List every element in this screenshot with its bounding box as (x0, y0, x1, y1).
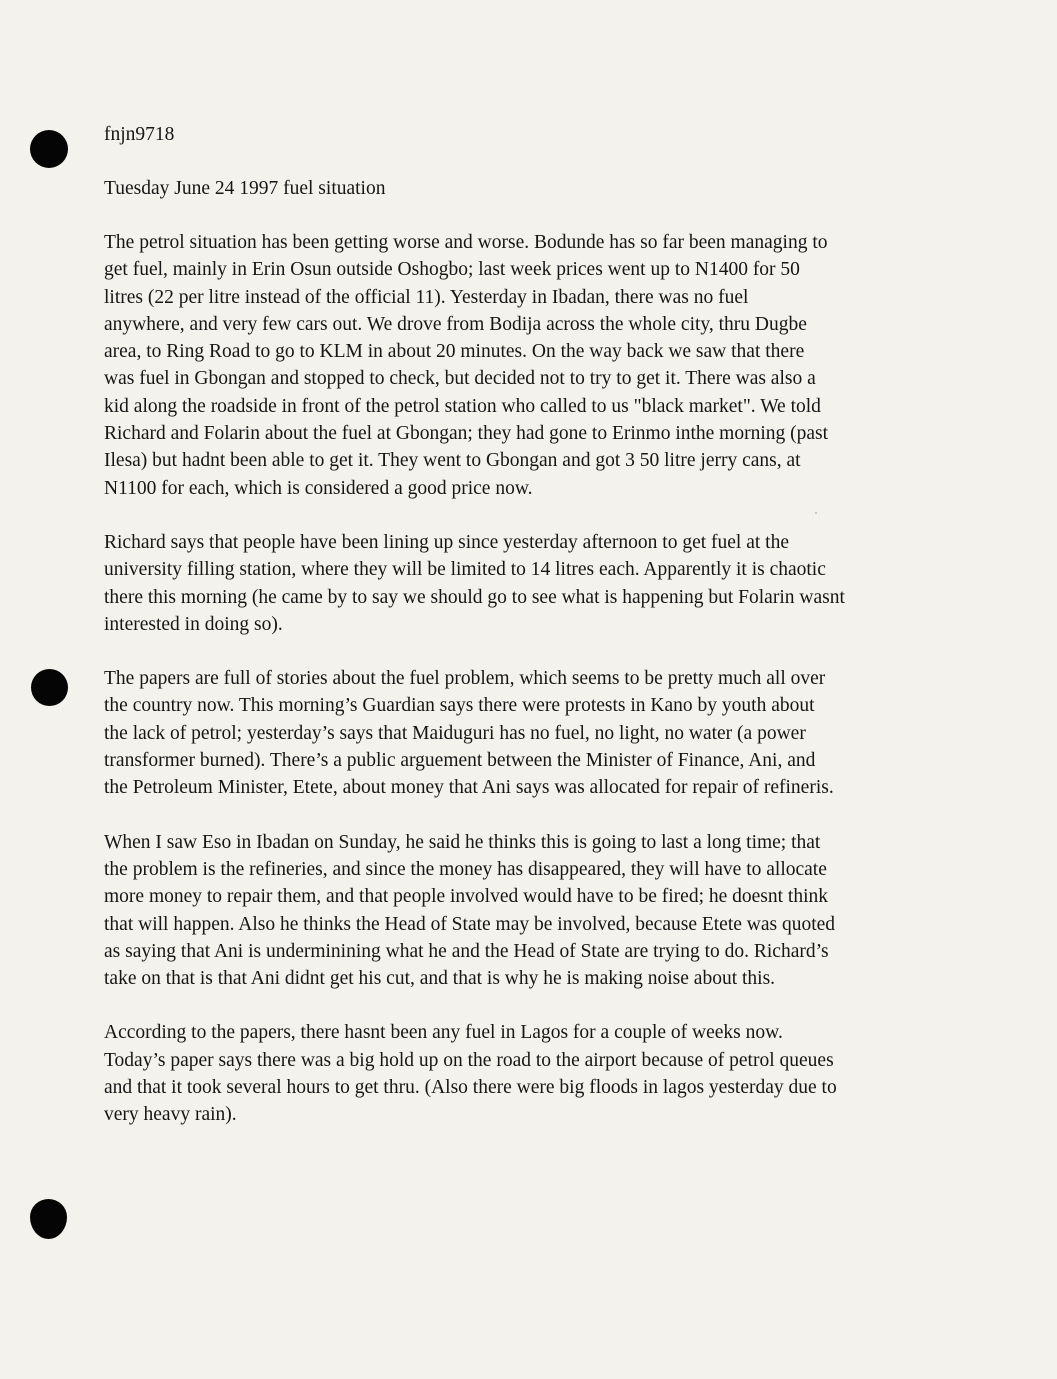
text-line: as saying that Ani is underminining what he and the Head of State are trying to do. Richard’s (104, 940, 829, 962)
paragraph-1 (104, 229, 924, 502)
text-line: The petrol situation has been getting worse and worse. Bodunde has so far been managing to (104, 232, 828, 253)
text-line: The papers are full of stories about the fuel problem, which seems to be pretty much all over (104, 668, 826, 690)
document-body (104, 121, 924, 1129)
text-line: university filling station, where they will be limited to 14 litres each. Apparently it is chaotic (104, 559, 826, 581)
text-line: very heavy rain). (104, 1104, 237, 1126)
punch-hole-bottom (30, 1199, 67, 1239)
text-line: the lack of petrol; yesterday’s says that Maiduguri has no fuel, no light, no water (a power (104, 722, 806, 744)
text-line: interested in doing so). (104, 613, 283, 635)
paragraph-5 (104, 1019, 924, 1128)
document-heading: Tuesday June 24 1997 fuel situation (104, 178, 386, 199)
text-line: transformer burned). There’s a public arguement between the Minister of Finance, Ani, and (104, 750, 816, 772)
text-line: more money to repair them, and that people involved would have to be fired; he doesnt think (104, 886, 829, 908)
document-id: fnjn9718 (104, 124, 175, 145)
text-line: anywhere, and very few cars out. We drove from Bodija across the whole city, thru Dugbe (104, 313, 807, 335)
text-line: the problem is the refineries, and since the money has disappeared, they will have to allocate (104, 858, 827, 880)
paragraph-4 (104, 829, 924, 993)
text-line: Richard says that people have been lining up since yesterday afternoon to get fuel at the (104, 531, 789, 553)
punch-hole-middle (31, 669, 68, 706)
text-line: N1100 for each, which is considered a good price now. (104, 477, 533, 499)
paragraph-3 (104, 665, 924, 801)
text-line: Today’s paper says there was a big hold up on the road to the airport because of petrol queues (104, 1049, 834, 1071)
text-line: litres (22 per litre instead of the official 11). Yesterday in Ibadan, there was no fuel (104, 286, 749, 308)
paragraph-2 (104, 529, 924, 638)
text-line: Ilesa) but hadnt been able to get it. They went to Gbongan and got 3 50 litre jerry cans, at (104, 450, 801, 472)
text-line: the country now. This morning’s Guardian says there were protests in Kano by youth about (104, 695, 815, 717)
text-line: the Petroleum Minister, Etete, about money that Ani says was allocated for repair of refineris. (104, 777, 834, 799)
text-line: there this morning (he came by to say we should go to see what is happening but Folarin wasnt (104, 586, 845, 608)
text-line: take on that is that Ani didnt get his cut, and that is why he is making noise about this. (104, 968, 776, 990)
text-line: area, to Ring Road to go to KLM in about 20 minutes. On the way back we saw that there (104, 341, 805, 363)
text-line: Richard and Folarin about the fuel at Gbongan; they had gone to Erinmo inthe morning (past (104, 423, 829, 445)
text-line: kid along the roadside in front of the petrol station who called to us "black market". We told (104, 395, 821, 417)
text-line: and that it took several hours to get thru. (Also there were big floods in lagos yesterday due to (104, 1077, 837, 1099)
text-line: According to the papers, there hasnt been any fuel in Lagos for a couple of weeks now. (104, 1022, 783, 1044)
text-line: get fuel, mainly in Erin Osun outside Oshogbo; last week prices went up to N1400 for 50 (104, 259, 800, 281)
text-line: When I saw Eso in Ibadan on Sunday, he said he thinks this is going to last a long time; that (104, 831, 821, 853)
text-line: was fuel in Gbongan and stopped to check, but decided not to try to get it. There was also a (104, 368, 816, 390)
text-line: that will happen. Also he thinks the Head of State may be involved, because Etete was quoted (104, 913, 836, 935)
punch-hole-top (30, 130, 68, 168)
